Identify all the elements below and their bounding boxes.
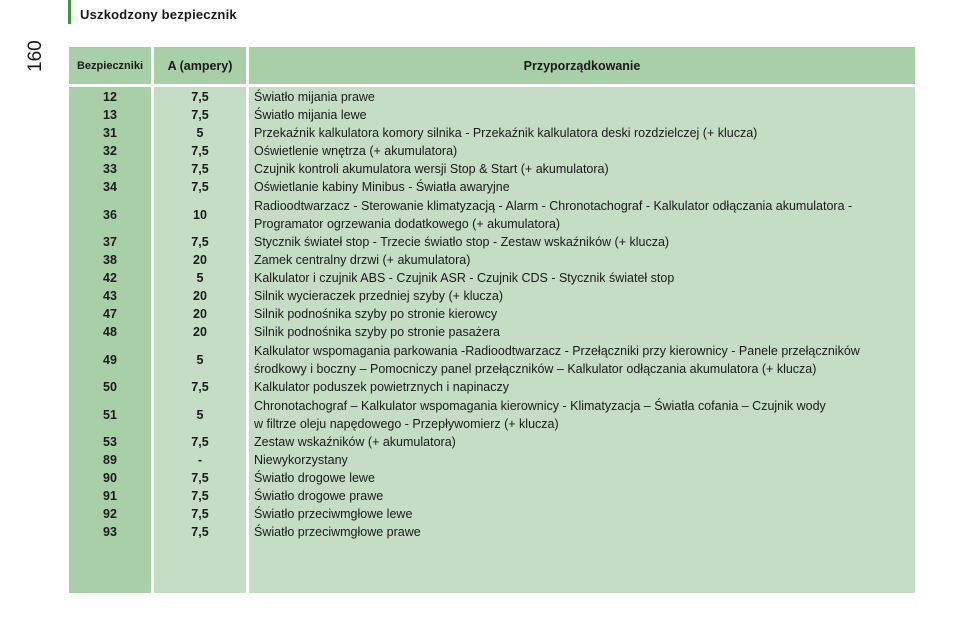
fuse-amperage: 7,5 xyxy=(191,380,209,394)
fuse-assignment: Silnik wycieraczek przedniej szyby (+ klucza) xyxy=(254,289,504,303)
fuse-amperage: 20 xyxy=(193,253,207,267)
fuse-amperage: 7,5 xyxy=(191,525,209,539)
table-row xyxy=(69,433,915,451)
fuse-amperage: 20 xyxy=(193,307,207,321)
fuse-assignment: Przekaźnik kalkulatora komory silnika - Przekaźnik kalkulatora deski rozdzielczej (+ klucza) xyxy=(254,126,758,140)
fuse-number: 32 xyxy=(103,144,117,158)
fuse-number: 37 xyxy=(103,235,117,249)
fuse-assignment: Stycznik świateł stop - Trzecie światło stop - Zestaw wskaźników (+ klucza) xyxy=(254,235,670,249)
table-row xyxy=(69,160,915,178)
fuse-assignment: Oświetlanie kabiny Minibus - Światła awaryjne xyxy=(254,180,510,194)
fuse-assignment: Niewykorzystany xyxy=(254,453,348,467)
fuse-assignment: Czujnik kontroli akumulatora wersji Stop & Start (+ akumulatora) xyxy=(254,162,609,176)
fuse-amperage: 10 xyxy=(193,207,207,222)
fuse-amperage: 7,5 xyxy=(191,507,209,521)
table-body xyxy=(69,88,915,541)
table-row xyxy=(69,487,915,505)
table-row xyxy=(69,251,915,269)
fuse-number: 49 xyxy=(103,352,117,367)
fuse-number: 51 xyxy=(103,407,117,422)
fuse-amperage: 5 xyxy=(196,271,204,285)
fuse-assignment: Światło mijania prawe xyxy=(254,90,375,104)
fuse-number: 90 xyxy=(103,471,117,485)
fuse-amperage: 20 xyxy=(193,325,207,339)
fuse-amperage: 7,5 xyxy=(191,144,209,158)
table-row xyxy=(69,142,915,160)
table-row xyxy=(69,124,915,142)
fuse-assignment: Chronotachograf – Kalkulator wspomagania kierownicy - Klimatyzacja – Światła cofania – Czujnik wody w filtrze oleju napędowego - Przepływomierz (+ klucza) xyxy=(254,398,826,431)
table-row xyxy=(69,233,915,251)
fuse-number: 48 xyxy=(103,325,117,339)
fuse-assignment: Światło drogowe lewe xyxy=(254,471,375,485)
fuse-assignment: Kalkulator i czujnik ABS - Czujnik ASR - Czujnik CDS - Stycznik świateł stop xyxy=(254,271,675,285)
fuse-assignment: Światło drogowe prawe xyxy=(254,489,384,503)
fuse-number: 43 xyxy=(103,289,117,303)
table-row xyxy=(69,323,915,341)
fuse-amperage: 7,5 xyxy=(191,471,209,485)
fuse-assignment: Zestaw wskaźników (+ akumulatora) xyxy=(254,435,456,449)
table-row xyxy=(69,88,915,106)
fuse-number: 93 xyxy=(103,525,117,539)
fuse-number: 13 xyxy=(103,108,117,122)
fuse-table xyxy=(69,47,915,593)
fuse-assignment: Światło mijania lewe xyxy=(254,108,367,122)
fuse-amperage: 7,5 xyxy=(191,108,209,122)
fuse-assignment: Kalkulator poduszek powietrznych i napinaczy xyxy=(254,380,509,394)
fuse-number: 12 xyxy=(103,90,117,104)
column-header-assignment: Przyporządkowanie xyxy=(249,47,915,84)
table-row xyxy=(69,505,915,523)
fuse-amperage: 7,5 xyxy=(191,162,209,176)
fuse-amperage: - xyxy=(197,453,203,467)
fuse-assignment: Zamek centralny drzwi (+ akumulatora) xyxy=(254,253,471,267)
fuse-amperage: 7,5 xyxy=(191,180,209,194)
fuse-assignment: Kalkulator wspomagania parkowania -Radioodtwarzacz - Przełączniki przy kierownicy - Panele przełączników środkowy i boczny – Pomocniczy panel przełączników – Kalkulator odłączania akumulatora (+ klucza) xyxy=(254,343,860,376)
fuse-amperage: 7,5 xyxy=(191,489,209,503)
column-header-fuse: Bezpieczniki xyxy=(69,47,151,84)
table-row xyxy=(69,178,915,196)
fuse-number: 50 xyxy=(103,380,117,394)
fuse-amperage: 5 xyxy=(196,126,204,140)
fuse-number: 34 xyxy=(103,180,117,194)
table-row xyxy=(69,196,915,233)
table-row xyxy=(69,305,915,323)
fuse-amperage: 7,5 xyxy=(191,90,209,104)
section-title: Uszkodzony bezpiecznik xyxy=(80,7,237,22)
table-row xyxy=(69,523,915,541)
fuse-assignment: Radioodtwarzacz - Sterowanie klimatyzacją - Alarm - Chronotachograf - Kalkulator odłączania akumulatora - Programator ogrzewania dodatkowego (+ akumulatora) xyxy=(254,198,853,231)
fuse-number: 53 xyxy=(103,435,117,449)
table-row xyxy=(69,378,915,396)
fuse-number: 31 xyxy=(103,126,117,140)
fuse-amperage: 7,5 xyxy=(191,435,209,449)
fuse-number: 91 xyxy=(103,489,117,503)
section-accent-bar xyxy=(68,0,71,24)
fuse-number: 92 xyxy=(103,507,117,521)
fuse-number: 38 xyxy=(103,253,117,267)
table-row xyxy=(69,341,915,378)
fuse-number: 89 xyxy=(103,453,117,467)
table-row xyxy=(69,106,915,124)
table-row xyxy=(69,269,915,287)
fuse-assignment: Światło przeciwmgłowe lewe xyxy=(254,507,413,521)
fuse-assignment: Silnik podnośnika szyby po stronie kierowcy xyxy=(254,307,498,321)
fuse-number: 47 xyxy=(103,307,117,321)
fuse-amperage: 5 xyxy=(196,407,204,422)
fuse-amperage: 7,5 xyxy=(191,235,209,249)
fuse-amperage: 20 xyxy=(193,289,207,303)
fuse-amperage: 5 xyxy=(196,352,204,367)
fuse-number: 36 xyxy=(103,207,117,222)
table-row xyxy=(69,469,915,487)
page-number: 160 xyxy=(25,40,46,72)
fuse-number: 42 xyxy=(103,271,117,285)
fuse-number: 33 xyxy=(103,162,117,176)
table-row xyxy=(69,396,915,433)
column-header-amps: A (ampery) xyxy=(154,47,246,84)
fuse-assignment: Światło przeciwmgłowe prawe xyxy=(254,525,421,539)
table-row xyxy=(69,287,915,305)
table-row xyxy=(69,451,915,469)
fuse-assignment: Oświetlenie wnętrza (+ akumulatora) xyxy=(254,144,458,158)
fuse-assignment: Silnik podnośnika szyby po stronie pasażera xyxy=(254,325,500,339)
